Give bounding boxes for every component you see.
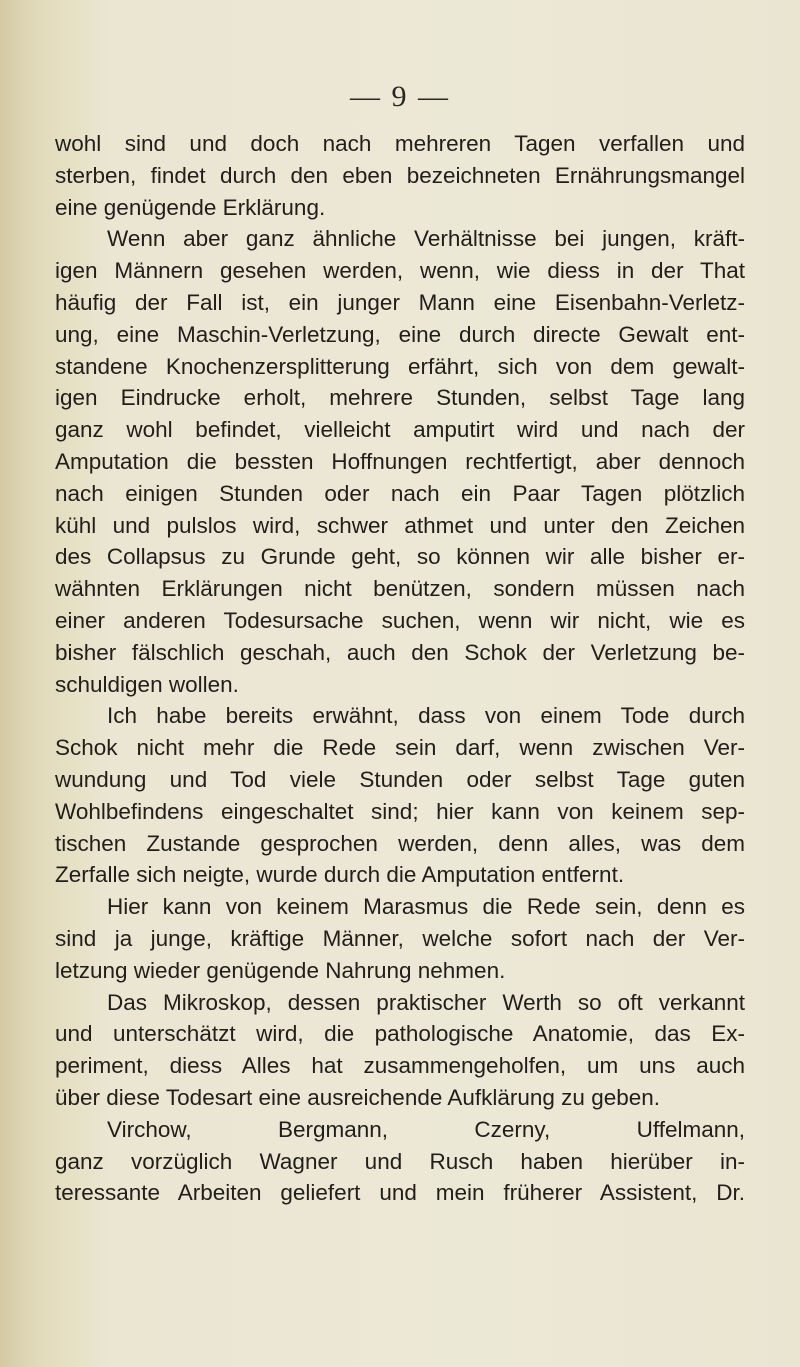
- text-line: teressante Arbeiten geliefert und mein früherer Assistent, Dr.: [55, 1180, 745, 1206]
- text-line: ganz wohl befindet, vielleicht amputirt wird und nach der: [55, 417, 745, 443]
- text-line: eine genügende Erklärung.: [55, 194, 326, 220]
- text-line: letzung wieder genügende Nahrung nehmen.: [55, 957, 506, 983]
- text-line: Hier kann von keinem Marasmus die Rede sein, denn es: [107, 894, 745, 920]
- text-line: standene Knochenzersplitterung erfährt, sich von dem gewalt-: [55, 353, 745, 379]
- text-line: und unterschätzt wird, die pathologische Anatomie, das Ex-: [55, 1021, 745, 1047]
- text-line: Ich habe bereits erwähnt, dass von einem Tode durch: [107, 703, 745, 729]
- page-number: — 9 —: [350, 80, 450, 113]
- text-line: wohl sind und doch nach mehreren Tagen verfallen und: [55, 131, 745, 156]
- text-line: wundung und Tod viele Stunden oder selbst Tage guten: [55, 766, 745, 792]
- text-line: Das Mikroskop, dessen praktischer Werth so oft verkannt: [107, 989, 745, 1015]
- text-line: wähnten Erklärungen nicht benützen, sondern müssen nach: [55, 576, 745, 602]
- text-line: über diese Todesart eine ausreichende Aufklärung zu geben.: [55, 1084, 661, 1110]
- text-line: ganz vorzüglich Wagner und Rusch haben hierüber in-: [55, 1148, 745, 1174]
- text-line: sterben, findet durch den eben bezeichneten Ernährungsmangel: [55, 162, 745, 188]
- text-line: ung, eine Maschin-Verletzung, eine durch directe Gewalt ent-: [55, 321, 745, 347]
- text-line: sind ja junge, kräftige Männer, welche sofort nach der Ver-: [55, 925, 745, 951]
- text-line: einer anderen Todesursache suchen, wenn wir nicht, wie es: [55, 607, 745, 633]
- text-line: igen Eindrucke erholt, mehrere Stunden, selbst Tage lang: [55, 385, 745, 411]
- text-line: kühl und pulslos wird, schwer athmet und unter den Zeichen: [55, 512, 745, 538]
- text-line: Wenn aber ganz ähnliche Verhältnisse bei jungen, kräft-: [107, 226, 745, 252]
- text-line: häufig der Fall ist, ein junger Mann eine Eisenbahn-Verletz-: [55, 289, 745, 315]
- text-line: Zerfalle sich neigte, wurde durch die Amputation entfernt.: [55, 862, 625, 888]
- text-line: Virchow, Bergmann, Czerny, Uffelmann,: [107, 1116, 745, 1142]
- body-text: [55, 128, 745, 1209]
- text-line: igen Männern gesehen werden, wenn, wie diess in der That: [55, 258, 745, 284]
- text-line: nach einigen Stunden oder nach ein Paar Tagen plötzlich: [55, 480, 745, 506]
- text-line: Wohlbefindens eingeschaltet sind; hier kann von keinem sep-: [55, 798, 745, 824]
- text-line: des Collapsus zu Grunde geht, so können wir alle bisher er-: [55, 544, 745, 570]
- text-line: Schok nicht mehr die Rede sein darf, wenn zwischen Ver-: [55, 735, 745, 761]
- text-line: Amputation die bessten Hoffnungen rechtfertigt, aber dennoch: [55, 448, 745, 474]
- text-line: tischen Zustande gesprochen werden, denn alles, was dem: [55, 830, 745, 856]
- text-line: bisher fälschlich geschah, auch den Schok der Verletzung be-: [55, 639, 745, 665]
- text-line: schuldigen wollen.: [55, 671, 239, 697]
- text-line: periment, diess Alles hat zusammengeholfen, um uns auch: [55, 1053, 745, 1079]
